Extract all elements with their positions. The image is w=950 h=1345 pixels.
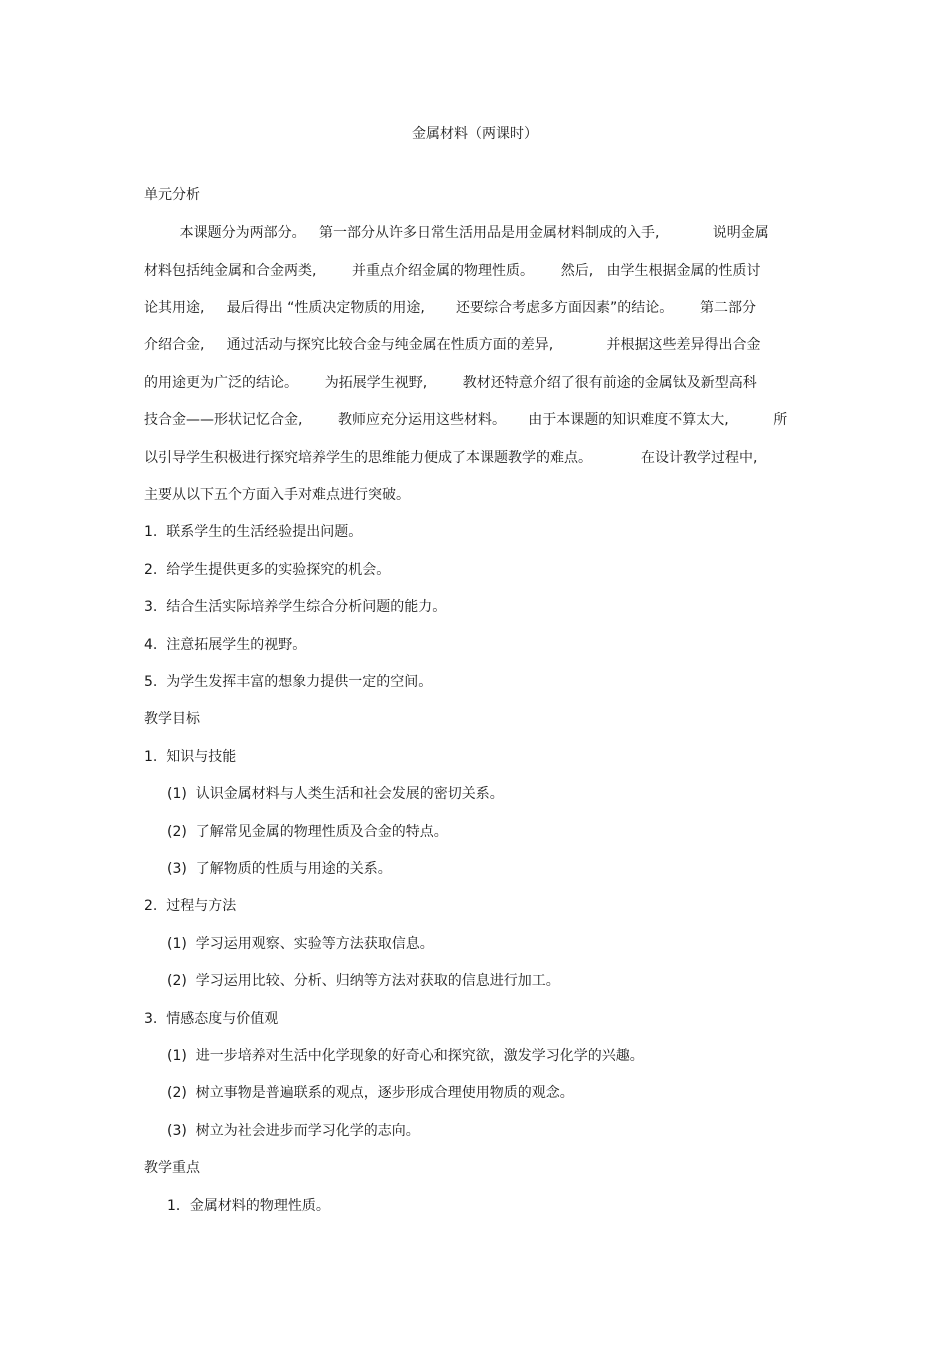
objective-item: (3) 树立为社会进步而学习化学的志向。: [167, 1123, 420, 1139]
objective-item: (1) 学习运用观察、实验等方法获取信息。: [167, 936, 434, 952]
objective-heading: 2. 过程与方法: [144, 898, 237, 914]
paragraph-line: 材料包括纯金属和合金两类, 并重点介绍金属的物理性质。 然后, 由学生根据金属的性质讨: [144, 263, 761, 279]
objective-item: (2) 树立事物是普遍联系的观点，逐步形成合理使用物质的观念。: [167, 1085, 574, 1101]
list-item: 5. 为学生发挥丰富的想象力提供一定的空间。: [144, 674, 433, 690]
objective-item: (2) 学习运用比较、分析、归纳等方法对获取的信息进行加工。: [167, 973, 560, 989]
objective-item: (2) 了解常见金属的物理性质及合金的特点。: [167, 824, 448, 840]
objective-heading: 1. 知识与技能: [144, 749, 237, 765]
section-heading-key-points: 教学重点: [144, 1160, 200, 1176]
paragraph-line: 技合金——形状记忆合金, 教师应充分运用这些材料。 由于本课题的知识难度不算太大, 所: [144, 412, 788, 428]
paragraph-line: 的用途更为广泛的结论。 为拓展学生视野, 教材还特意介绍了很有前途的金属钛及新型高科: [144, 375, 757, 391]
list-item: 4. 注意拓展学生的视野。: [144, 637, 307, 653]
section-heading-objectives: 教学目标: [144, 711, 200, 727]
paragraph-line: 论其用途, 最后得出 “性质决定物质的用途, 还要综合考虑多方面因素”的结论。 第二部分: [144, 300, 756, 316]
list-item: 1. 联系学生的生活经验提出问题。: [144, 524, 363, 540]
paragraph-line: 介绍合金, 通过活动与探究比较合金与纯金属在性质方面的差异, 并根据这些差异得出合金: [144, 337, 761, 353]
section-heading-unit-analysis: 单元分析: [144, 187, 200, 203]
objective-heading: 3. 情感态度与价值观: [144, 1011, 279, 1027]
page-title: 金属材料（两课时）: [412, 126, 538, 142]
list-item: 3. 结合生活实际培养学生综合分析问题的能力。: [144, 599, 447, 615]
objective-item: (1) 认识金属材料与人类生活和社会发展的密切关系。: [167, 786, 504, 802]
key-point-item: 1．金属材料的物理性质。: [167, 1198, 330, 1214]
list-item: 2. 给学生提供更多的实验探究的机会。: [144, 562, 391, 578]
paragraph-line: 以引导学生积极进行探究培养学生的思维能力便成了本课题教学的难点。 在设计教学过程中,: [144, 450, 758, 466]
paragraph-line: 本课题分为两部分。 第一部分从许多日常生活用品是用金属材料制成的入手, 说明金属: [144, 225, 769, 241]
objective-item: (1) 进一步培养对生活中化学现象的好奇心和探究欲，激发学习化学的兴趣。: [167, 1048, 644, 1064]
paragraph-line: 主要从以下五个方面入手对难点进行突破。: [144, 487, 410, 503]
objective-item: (3) 了解物质的性质与用途的关系。: [167, 861, 392, 877]
